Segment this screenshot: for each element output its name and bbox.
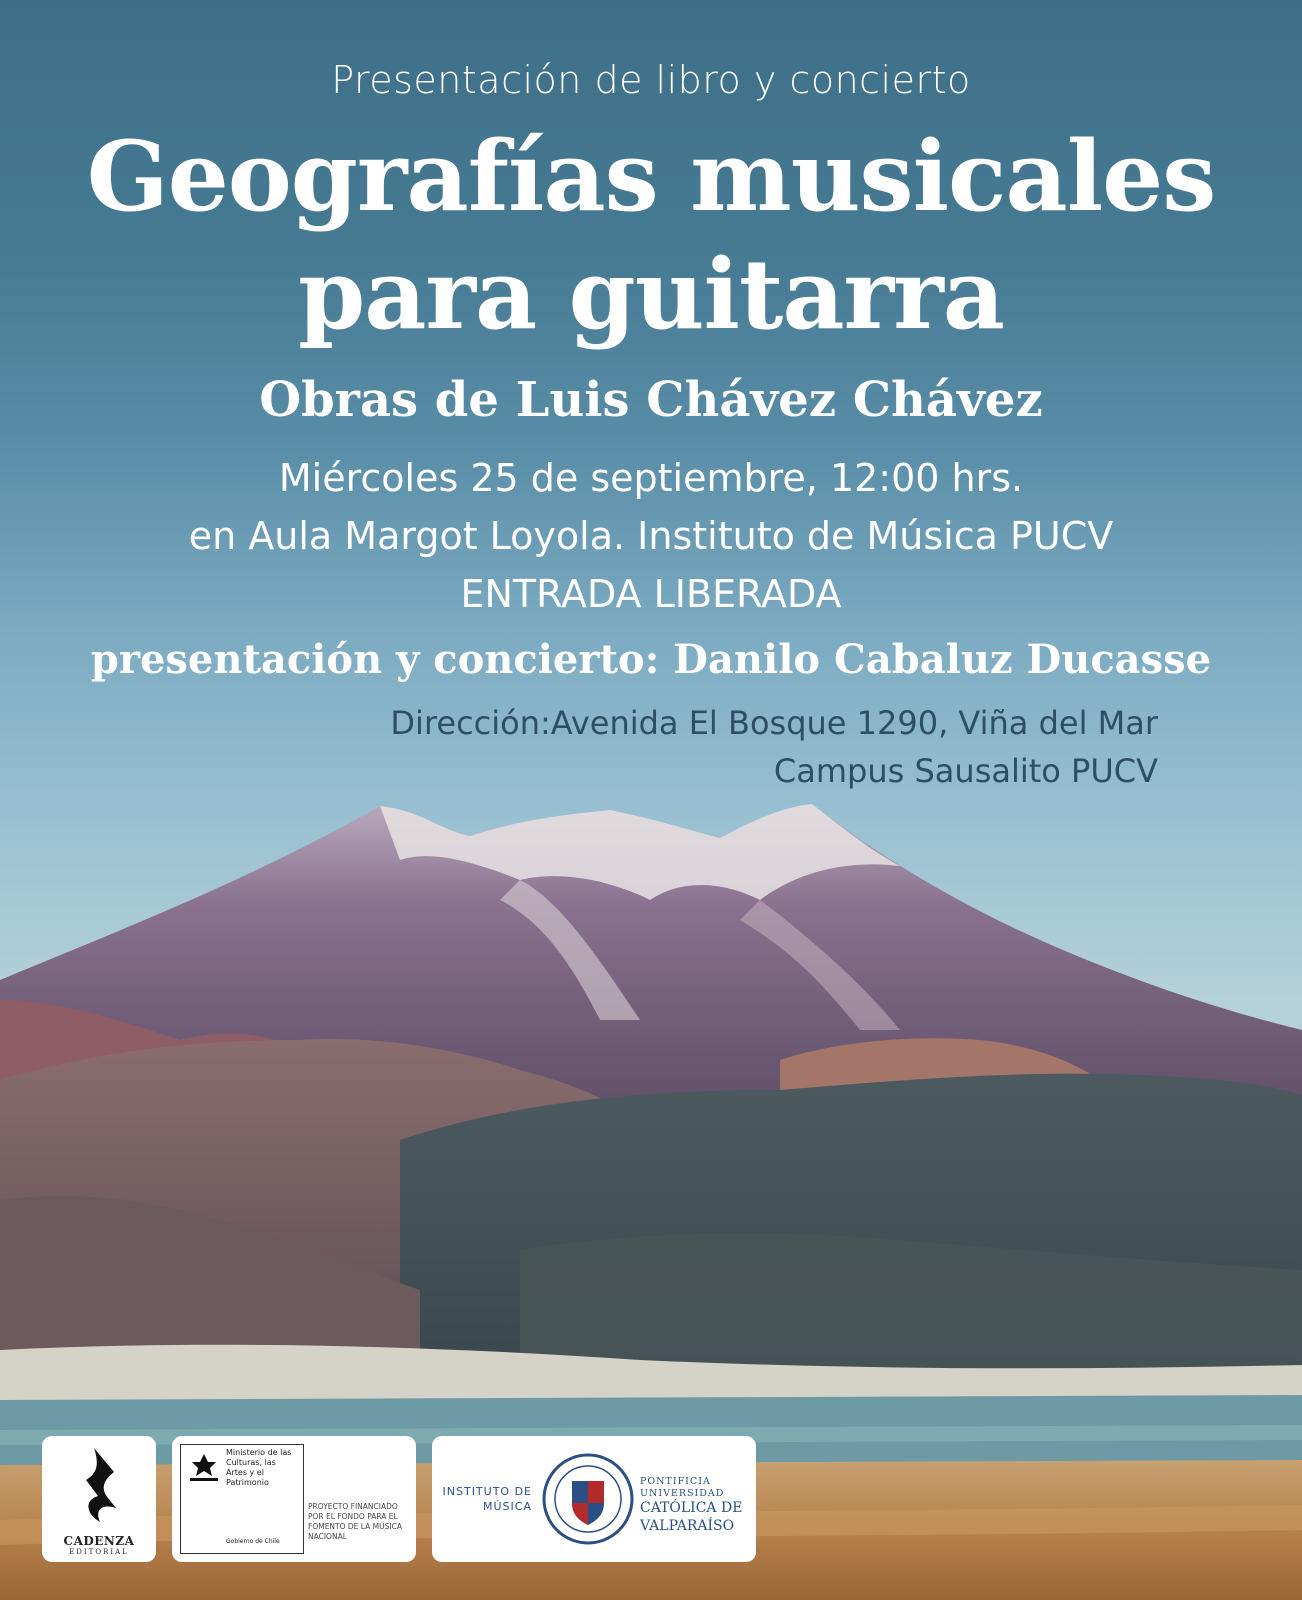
university-seal-icon xyxy=(540,1451,636,1547)
event-venue: en Aula Margot Loyola. Instituto de Música PUCV xyxy=(188,514,1114,558)
event-subtitle: Presentación de libro y concierto xyxy=(331,58,971,102)
event-title-line-2: para guitarra xyxy=(298,238,1004,351)
event-performer: presentación y concierto: Danilo Cabaluz Ducasse xyxy=(90,636,1212,683)
ministerio-name: Ministerio de las Culturas, las Artes y el Patrimonio xyxy=(226,1448,292,1487)
event-address: Dirección:Avenida El Bosque 1290, Viña del Mar xyxy=(390,704,1158,742)
pucv-line-3: CATÓLICA DE xyxy=(640,1500,743,1516)
event-date: Miércoles 25 de septiembre, 12:00 hrs. xyxy=(278,456,1024,500)
instituto-musica-label: INSTITUTO DE MÚSICA xyxy=(442,1485,532,1513)
ministerio-logo xyxy=(172,1436,416,1562)
pucv-logo xyxy=(432,1436,756,1562)
pucv-line-2: UNIVERSIDAD xyxy=(640,1488,725,1499)
chile-coat-of-arms-icon xyxy=(184,1450,224,1486)
cadenza-logo xyxy=(42,1436,156,1562)
event-title-line-1: Geografías musicales xyxy=(86,120,1216,233)
cadenza-name: CADENZA xyxy=(63,1534,135,1548)
funding-note: PROYECTO FINANCIADO POR EL FONDO PARA EL FOMENTO DE LA MÚSICA NACIONAL xyxy=(308,1502,402,1541)
event-entry: ENTRADA LIBERADA xyxy=(460,572,842,616)
gobierno-label: Gobierno de Chile xyxy=(226,1538,280,1545)
pucv-line-4: VALPARAÍSO xyxy=(640,1518,735,1534)
pucv-line-1: PONTIFICIA xyxy=(640,1476,711,1487)
works-byline: Obras de Luis Chávez Chávez xyxy=(259,372,1043,428)
quarter-rest-icon xyxy=(42,1436,156,1532)
event-campus: Campus Sausalito PUCV xyxy=(773,752,1158,790)
cadenza-subtitle: EDITORIAL xyxy=(69,1548,129,1556)
